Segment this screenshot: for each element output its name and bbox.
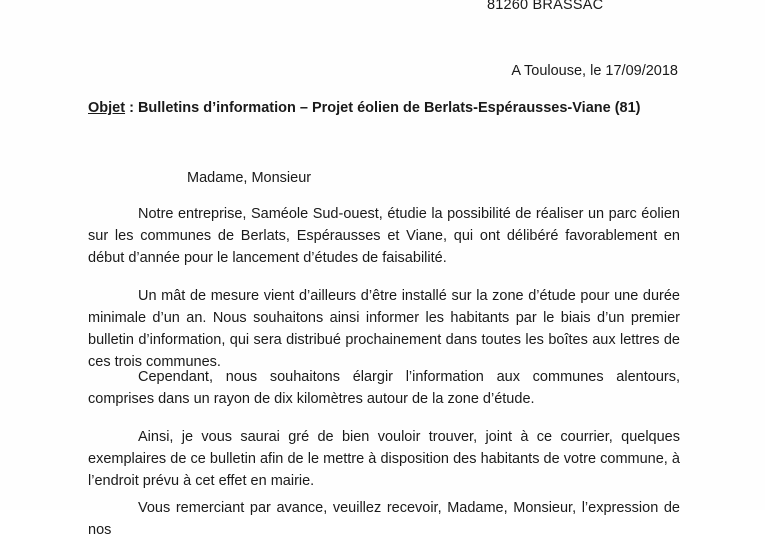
body-paragraph-4: Ainsi, je vous saurai gré de bien vouloir trouver, joint à ce courrier, quelques exemplaires de ce bulletin afin de le mettre à disposition des habitants de votre commune, à l’endroit prévu à cet effet en mairie. xyxy=(88,429,680,489)
subject-line xyxy=(88,100,641,116)
body-paragraph-1: Notre entreprise, Saméole Sud-ouest, étudie la possibilité de réaliser un parc éolien sur les communes de Berlats, Espérausses et Viane, qui ont délibéré favorablement en début d’année pour le lancement d’études de faisabilité. xyxy=(88,206,680,266)
subject-separator: : xyxy=(125,100,138,116)
subject-text: Bulletins d’information – Projet éolien de Berlats-Espérausses-Viane (81) xyxy=(137,100,641,116)
body-paragraph-5: Vous remerciant par avance, veuillez recevoir, Madame, Monsieur, l’expression de nos xyxy=(88,500,680,538)
recipient-address-line: 81260 BRASSAC xyxy=(487,0,604,13)
subject-label: Objet xyxy=(88,100,126,116)
place-date: A Toulouse, le 17/09/2018 xyxy=(511,63,678,79)
body-paragraph-2: Un mât de mesure vient d’ailleurs d’être installé sur la zone d’étude pour une durée minimale d’un an. Nous souhaitons ainsi informer les habitants par le biais d’un premier bulletin d’information, qui sera distribué prochainement dans toutes les boîtes aux lettres de ces trois communes. xyxy=(88,288,680,370)
body-paragraph-3: Cependant, nous souhaitons élargir l’information aux communes alentours, comprises dans un rayon de dix kilomètres autour de la zone d’étude. xyxy=(88,369,680,407)
salutation: Madame, Monsieur xyxy=(187,170,312,186)
